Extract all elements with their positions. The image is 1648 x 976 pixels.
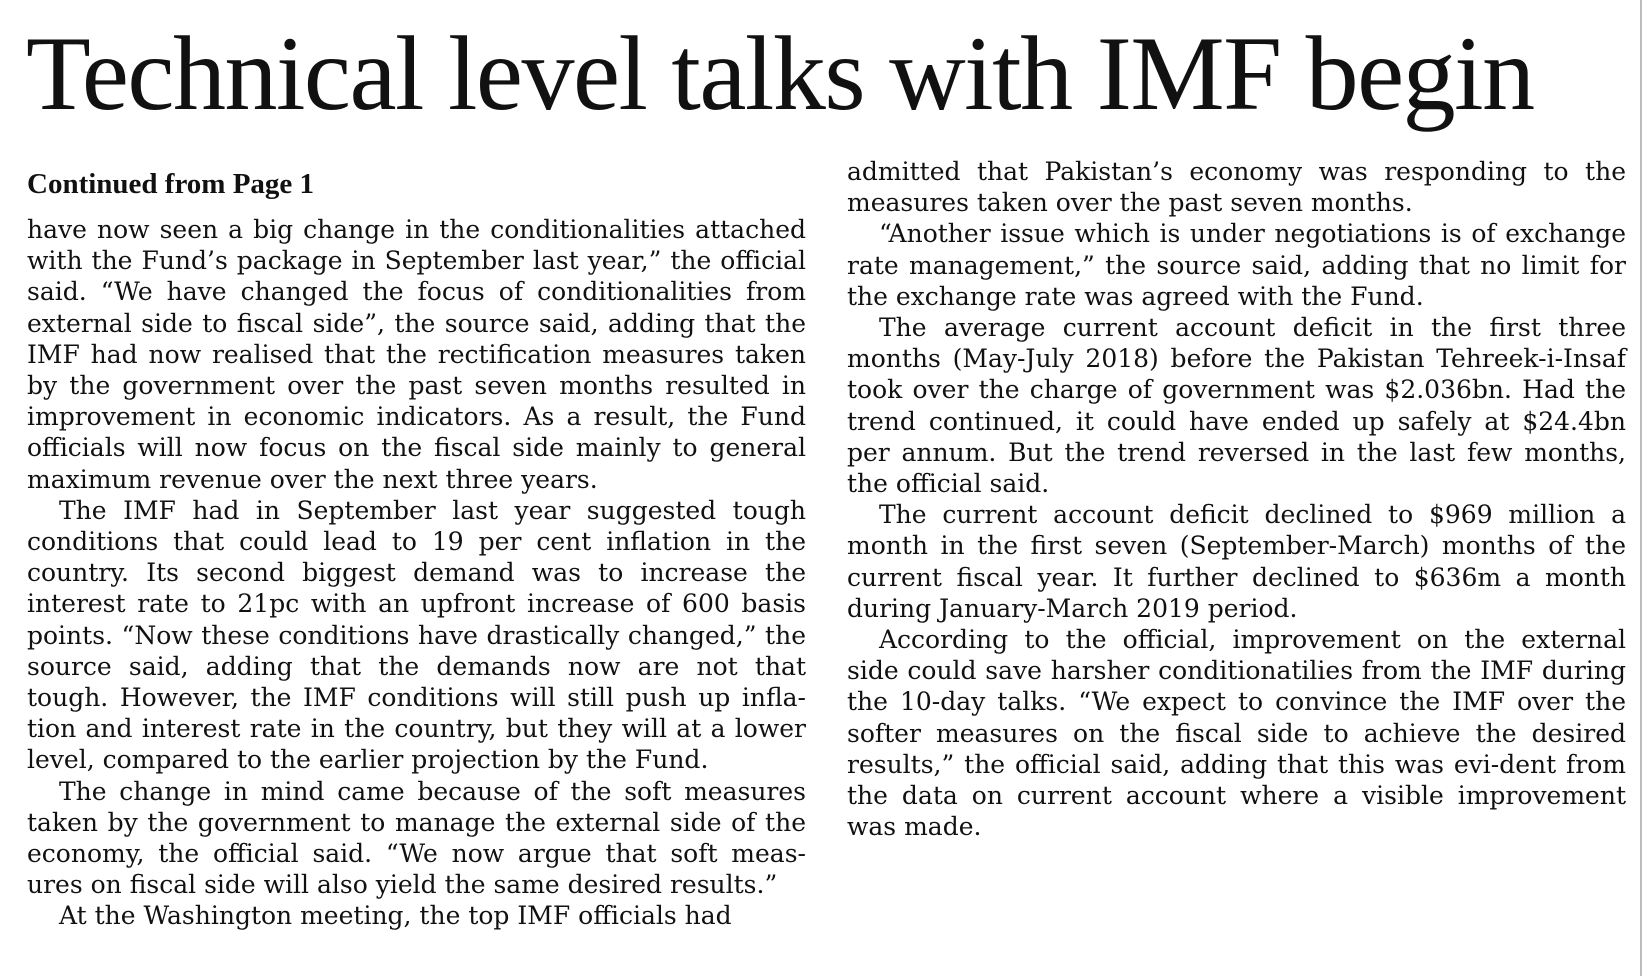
- paragraph: According to the official, improvement on the external side could save harsher conditionatilies from the IMF during the 10-day talks. “We expect to convince the IMF over the softer measures on the fiscal side to achieve the desired results,” the official said, adding that this was evi-dent from the data on current account where a visible improvement was made.: [847, 625, 1626, 842]
- right-column: [847, 156, 1626, 842]
- paragraph: The average current account deficit in the first three months (May-July 2018) before the Pakistan Tehreek-i-Insaf took over the charge of government was $2.036bn. Had the trend continued, it could have ended up safely at $24.4bn per annum. But the trend reversed in the last few months, the official said.: [847, 313, 1626, 499]
- paragraph: At the Washington meeting, the top IMF officials had: [59, 901, 732, 931]
- paragraph: have now seen a big change in the conditionalities attached with the Fund’s package in September last year,” the official said. “We have changed the focus of conditionalities from external side to fiscal side”, the source said, adding that the IMF had now realised that the rectification measures taken by the government over the past seven months resulted in improvement in economic indicators. As a result, the Fund officials will now focus on the fiscal side mainly to general maximum revenue over the next three years.: [27, 215, 806, 494]
- page-edge-rule: [1640, 0, 1642, 976]
- headline: Technical level talks with IMF begin: [26, 15, 1534, 132]
- continued-label: Continued from Page 1: [27, 168, 315, 200]
- left-column: [27, 156, 806, 932]
- paragraph: admitted that Pakistan’s economy was responding to the measures taken over the past seven months.: [847, 157, 1626, 218]
- paragraph: The IMF had in September last year suggested tough conditions that could lead to 19 per cent inflation in the country. Its second biggest demand was to increase the interest rate to 21pc with an upfront increase of 600 basis points. “Now these conditions have drastically changed,” the source said, adding that the demands now are not that tough. However, the IMF conditions will still push up infla-tion and interest rate in the country, but they will at a lower level, compared to the earlier projection by the Fund.: [27, 495, 806, 775]
- paragraph: The change in mind came because of the soft measures taken by the government to manage the external side of the economy, the official said. “We now argue that soft meas-ures on fiscal side will also yield the same desired results.”: [27, 776, 806, 900]
- paragraph: The current account deficit declined to $969 million a month in the first seven (September-March) months of the current fiscal year. It further declined to $636m a month during January-March 2019 period.: [847, 500, 1626, 623]
- paragraph: “Another issue which is under negotiations is of exchange rate management,” the source said, adding that no limit for the exchange rate was agreed with the Fund.: [847, 219, 1626, 311]
